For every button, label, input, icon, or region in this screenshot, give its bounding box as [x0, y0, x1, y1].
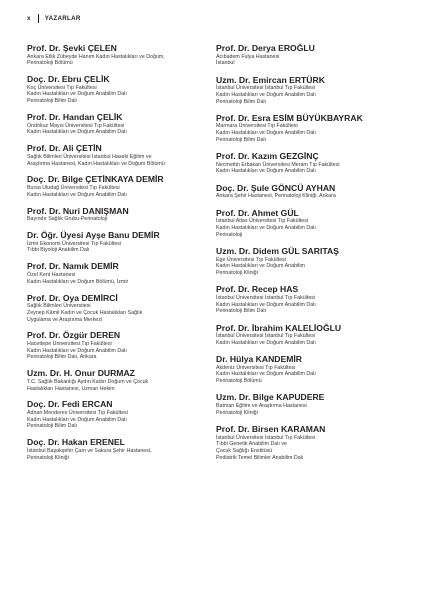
author-name	[27, 230, 207, 241]
author-last-name: GÖNCÜ AYHAN	[271, 182, 336, 193]
author-name	[27, 330, 207, 341]
author-affiliation-line: Uygulama ve Araştırma Merkezi	[27, 316, 103, 323]
author-affiliation-line: Perinatoloji Bölümü	[27, 60, 73, 67]
author-affiliation-line: Ege Üniversitesi Tıp Fakültesi	[216, 256, 286, 263]
author-affiliation-line: Pediatrik Temel Bilimler Anabilim Dalı	[216, 454, 304, 461]
author-last-name: GEZGİNÇ	[279, 151, 319, 162]
author-last-name: DEMİR	[131, 230, 160, 241]
author-last-name: ERTÜRK	[289, 74, 325, 85]
author-title: Prof. Dr.	[27, 292, 61, 303]
author-first-name: Ahmet	[251, 207, 279, 218]
author-first-name: Emircan	[252, 74, 287, 85]
author-affiliation-line: Zeynep Kâmil Kadın ve Çocuk Hastalıkları Sağlık	[27, 309, 143, 316]
author-affiliation-line: Perinatoloji Bilim Dalı	[216, 98, 267, 105]
author-name	[216, 183, 401, 194]
author-affiliation-line: Özel Kent Hastanesi	[27, 271, 76, 278]
author-first-name: İbrahim	[251, 322, 283, 333]
author-first-name: Ayşe Banu	[85, 230, 130, 241]
author-title: Doç. Dr.	[27, 174, 60, 185]
author-affiliation-line: Acıbadem Fulya Hastanesi	[216, 53, 280, 60]
author-last-name: GÜL SARITAŞ	[281, 245, 339, 256]
author-name	[27, 74, 207, 85]
author-name	[216, 75, 401, 86]
author-title: Dr.	[216, 354, 228, 365]
page-header	[27, 14, 81, 23]
author-first-name: Nuri	[62, 205, 81, 216]
author-affiliation-line: Tıbbi Biyoloji Anabilim Dalı	[27, 247, 90, 254]
author-title: Doç. Dr.	[216, 182, 249, 193]
author-title: Prof. Dr.	[216, 284, 250, 295]
author-last-name: HAS	[280, 284, 299, 295]
author-affiliation-line: Sağlık Bilimleri Üniversitesi İstanbul Haseki Eğitim ve	[27, 153, 152, 160]
author-entry	[216, 43, 401, 67]
author-last-name: KAPUDERE	[276, 392, 325, 403]
author-affiliation-line: Perinatoloji Kliniği	[216, 269, 258, 276]
author-name	[27, 368, 207, 379]
author-name	[27, 43, 207, 54]
author-affiliation-line: İstanbul	[216, 60, 235, 67]
author-name	[216, 284, 401, 295]
author-first-name: Bilge	[61, 174, 83, 185]
author-affiliation-line: Kadın Hastalıkları ve Doğum Anabilim Dalı	[27, 91, 127, 98]
author-title: Prof. Dr.	[27, 143, 61, 154]
author-entry	[27, 261, 207, 285]
author-entry	[27, 143, 207, 167]
author-affiliation-line: Kadın Hastalıkları ve Doğum Anabilim Dalı	[27, 416, 127, 423]
author-first-name: Recep	[251, 284, 278, 295]
author-title: Prof. Dr.	[216, 112, 250, 123]
author-first-name: Özgür	[62, 330, 88, 341]
author-first-name: Şevki	[62, 43, 86, 53]
author-affiliation-line: Kadın Hastalıkları ve Doğum Bölümü, İzmir	[27, 278, 129, 285]
author-entry	[27, 43, 207, 67]
author-entry	[216, 113, 401, 144]
right-column	[216, 43, 401, 469]
author-title: Prof. Dr.	[216, 322, 250, 333]
author-title: Uzm. Dr.	[27, 368, 62, 379]
author-first-name: Derya	[251, 43, 276, 53]
author-affiliation-line: Kadın Hastalıkları ve Doğum Anabilim Dalı	[216, 91, 316, 98]
author-name	[27, 143, 207, 154]
author-last-name: ÇELİK	[83, 74, 110, 85]
author-title: Dr. Öğr. Üyesi	[27, 230, 84, 241]
author-last-name: ESİM BÜYÜKBAYRAK	[272, 112, 363, 123]
author-entry	[27, 174, 207, 198]
author-title: Prof. Dr.	[216, 424, 250, 435]
author-affiliation-line: Perinatoloji Kliniği	[27, 454, 69, 461]
author-affiliation-line: T.C. Sağlık Bakanlığı Aydın Kadın Doğum ve Çocuk	[27, 378, 149, 385]
author-title: Uzm. Dr.	[216, 245, 251, 256]
page-number: x	[27, 15, 31, 22]
author-affiliation-line: İstanbul Atlas Üniversitesi Tıp Fakültesi	[216, 218, 309, 225]
author-affiliation-line: Perinatoloji Bilim Dalı, Ankara	[27, 354, 97, 361]
author-affiliation-line: Bayındır Sağlık Grubu-Perinatoloji	[27, 216, 108, 223]
author-name	[27, 206, 207, 217]
author-title: Doç. Dr.	[27, 437, 60, 448]
author-affiliation-line: Hacettepe Üniversitesi Tıp Fakültesi	[27, 340, 112, 347]
author-name	[216, 323, 401, 334]
author-title: Prof. Dr.	[27, 43, 61, 53]
author-affiliation-line: Perinatoloji Bölümü	[216, 378, 262, 385]
author-name	[216, 151, 401, 162]
author-affiliation-line: Adnan Menderes Üniversitesi Tıp Fakültesi	[27, 410, 128, 417]
author-entry	[27, 112, 207, 136]
author-affiliation-line: İzmir Ekonomi Üniversitesi Tıp Fakültesi	[27, 240, 122, 247]
author-entry	[27, 399, 207, 430]
author-name	[27, 399, 207, 410]
author-affiliation-line: Ankara Etlik Zübeyde Hanım Kadın Hastalıkları ve Doğum,	[27, 53, 165, 60]
author-name	[216, 424, 401, 435]
author-title: Prof. Dr.	[216, 43, 250, 53]
author-entry	[216, 424, 401, 461]
author-affiliation-line: İstanbul Üniversitesi İstanbul Tıp Fakültesi	[216, 434, 316, 441]
author-entry	[216, 208, 401, 239]
author-title: Prof. Dr.	[216, 151, 250, 162]
author-last-name: ERENEL	[90, 437, 125, 448]
author-first-name: Hakan	[61, 437, 88, 448]
author-title: Prof. Dr.	[27, 261, 61, 272]
author-affiliation-line: Kadın Hastalıkları ve Doğum Anabilim Dalı	[216, 130, 316, 137]
author-affiliation-line: Kadın Hastalıkları ve Doğum Anabilim Dalı	[216, 339, 316, 346]
author-affiliation-line: Kadın Hastalıkları ve Doğum Anabilim	[216, 263, 305, 270]
author-affiliation-line: Perinatoloji Bilim Dalı	[27, 423, 78, 430]
author-title: Prof. Dr.	[27, 330, 61, 341]
author-first-name: Namık	[62, 261, 89, 272]
author-last-name: DEMİRCİ	[81, 292, 118, 303]
author-first-name: H. Onur	[63, 368, 96, 379]
author-entry	[27, 74, 207, 105]
author-entry	[216, 246, 401, 277]
author-first-name: Şule	[250, 182, 270, 193]
author-last-name: ERCAN	[81, 399, 113, 410]
author-affiliation-line: Kadın Hastalıkları ve Doğum Anabilim Dalı	[27, 191, 127, 198]
author-last-name: ÇETİNKAYA DEMİR	[85, 174, 164, 185]
author-affiliation-line: Çocuk Sağlığı Enstitüsü	[216, 448, 273, 455]
author-first-name: Ali	[62, 143, 74, 154]
author-last-name: KANDEMİR	[255, 354, 302, 365]
author-first-name: Oya	[62, 292, 80, 303]
author-name	[216, 354, 401, 365]
author-name	[216, 392, 401, 403]
author-entry	[216, 354, 401, 385]
author-last-name: DANIŞMAN	[82, 205, 129, 216]
author-affiliation-line: Koç Üniversitesi Tıp Fakültesi	[27, 84, 97, 91]
author-title: Prof. Dr.	[27, 205, 61, 216]
author-affiliation-line: İstanbul Başakşehir Çam ve Sakura Şehir Hastanesi,	[27, 447, 152, 454]
author-name	[216, 43, 401, 54]
left-column	[27, 43, 207, 469]
author-entry	[27, 293, 207, 324]
author-entry	[27, 437, 207, 461]
author-title: Prof. Dr.	[27, 112, 61, 123]
author-last-name: GÜL	[280, 207, 299, 218]
author-last-name: DEMİR	[91, 261, 119, 272]
author-title: Doç. Dr.	[27, 399, 60, 410]
author-affiliation-line: Perinatoloji Kliniği	[216, 409, 258, 416]
author-last-name: DURMAZ	[97, 368, 135, 379]
author-entry	[27, 230, 207, 254]
author-entry	[216, 392, 401, 416]
author-last-name: ÇELEN	[87, 43, 117, 53]
author-last-name: KARAMAN	[280, 424, 326, 435]
author-affiliation-line: İstanbul Üniversitesi İstanbul Tıp Fakültesi	[216, 85, 316, 92]
author-first-name: Bilge	[252, 392, 274, 403]
author-affiliation-line: Bursa Uludağ Üniversitesi Tıp Fakültesi	[27, 185, 120, 192]
author-last-name: EROĞLU	[278, 43, 315, 53]
author-first-name: Didem	[252, 245, 280, 256]
header-divider	[38, 14, 39, 23]
author-title: Uzm. Dr.	[216, 392, 251, 403]
section-title: YAZARLAR	[44, 15, 81, 22]
author-title: Prof. Dr.	[216, 207, 250, 218]
author-affiliation-line: Perinatoloji Bilim Dalı	[216, 136, 267, 143]
author-entry	[216, 183, 401, 200]
author-title: Uzm. Dr.	[216, 74, 251, 85]
author-affiliation-line: Sağlık Bilimleri Üniversitesi	[27, 303, 91, 310]
author-affiliation-line: Araştırma Hastanesi, Kadın Hastalıkları ve Doğum Bölümü	[27, 160, 165, 167]
author-name	[216, 208, 401, 219]
author-affiliation-line: Akdeniz Üniversitesi Tıp Fakültesi	[216, 364, 296, 371]
author-entry	[27, 330, 207, 361]
author-title: Doç. Dr.	[27, 74, 60, 85]
author-last-name: ÇETİN	[75, 143, 102, 154]
author-affiliation-line: Perinatoloji	[216, 231, 243, 238]
author-affiliation-line: Kadın Hastalıkları ve Doğum Anabilim Dalı	[216, 224, 316, 231]
author-affiliation-line: Ankara Şehir Hastanesi, Perinatoloji Kliniği, Ankara	[216, 193, 336, 200]
author-name	[216, 246, 401, 257]
author-first-name: Esra	[251, 112, 271, 123]
author-last-name: KALELİOĞLU	[285, 322, 342, 333]
author-affiliation-line: Kadın Hastalıkları ve Doğum Anabilim Dalı	[216, 301, 316, 308]
author-affiliation-line: Perinatoloji Bilim Dalı	[27, 98, 78, 105]
author-affiliation-line: Marmara Üniversitesi Tıp Fakültesi	[216, 123, 298, 130]
author-first-name: Kazım	[251, 151, 278, 162]
author-affiliation-line: İstanbul Üniversitesi İstanbul Tıp Fakültesi	[216, 333, 316, 340]
author-affiliation-line: Perinatoloji Bilim Dalı	[216, 308, 267, 315]
author-affiliation-line: Hastalıkları Hastanesi, Uzman Hekim	[27, 385, 115, 392]
author-entry	[27, 206, 207, 223]
author-entry	[216, 323, 401, 347]
author-entry	[216, 151, 401, 175]
author-last-name: DEREN	[90, 330, 121, 341]
author-affiliation-line: Necmettin Erbakan Üniversitesi Meram Tıp Fakültesi	[216, 161, 340, 168]
author-affiliation-line: Batman Eğitim ve Araştırma Hastanesi	[216, 403, 307, 410]
author-last-name: ÇELİK	[96, 112, 123, 123]
author-affiliation-line: Tıbbi Genetik Anabilim Dalı ve	[216, 441, 287, 448]
author-name	[27, 261, 207, 272]
author-affiliation-line: Kadın Hastalıkları ve Doğum Anabilim Dalı	[216, 371, 316, 378]
author-first-name: Ebru	[61, 74, 82, 85]
author-name	[27, 437, 207, 448]
author-entry	[216, 75, 401, 106]
author-affiliation-line: Ondokuz Mayıs Üniversitesi Tıp Fakültesi	[27, 122, 125, 129]
author-affiliation-line: Kadın Hastalıkları ve Doğum Anabilim Dalı	[27, 347, 127, 354]
author-first-name: Birsen	[251, 424, 279, 435]
author-affiliation-line: Kadın Hastalıkları ve Doğum Anabilim Dalı	[27, 129, 127, 136]
author-entry	[216, 284, 401, 315]
author-first-name: Fedi	[61, 399, 80, 410]
author-affiliation-line: İstanbul Üniversitesi İstanbul Tıp Fakültesi	[216, 294, 316, 301]
author-name	[27, 112, 207, 123]
author-first-name: Handan	[62, 112, 95, 123]
author-name	[27, 293, 207, 304]
author-entry	[27, 368, 207, 392]
author-first-name: Hülya	[229, 354, 254, 365]
author-name	[216, 113, 401, 124]
author-name	[27, 174, 207, 185]
author-affiliation-line: Kadın Hastalıkları ve Doğum Anabilim Dalı	[216, 168, 316, 175]
